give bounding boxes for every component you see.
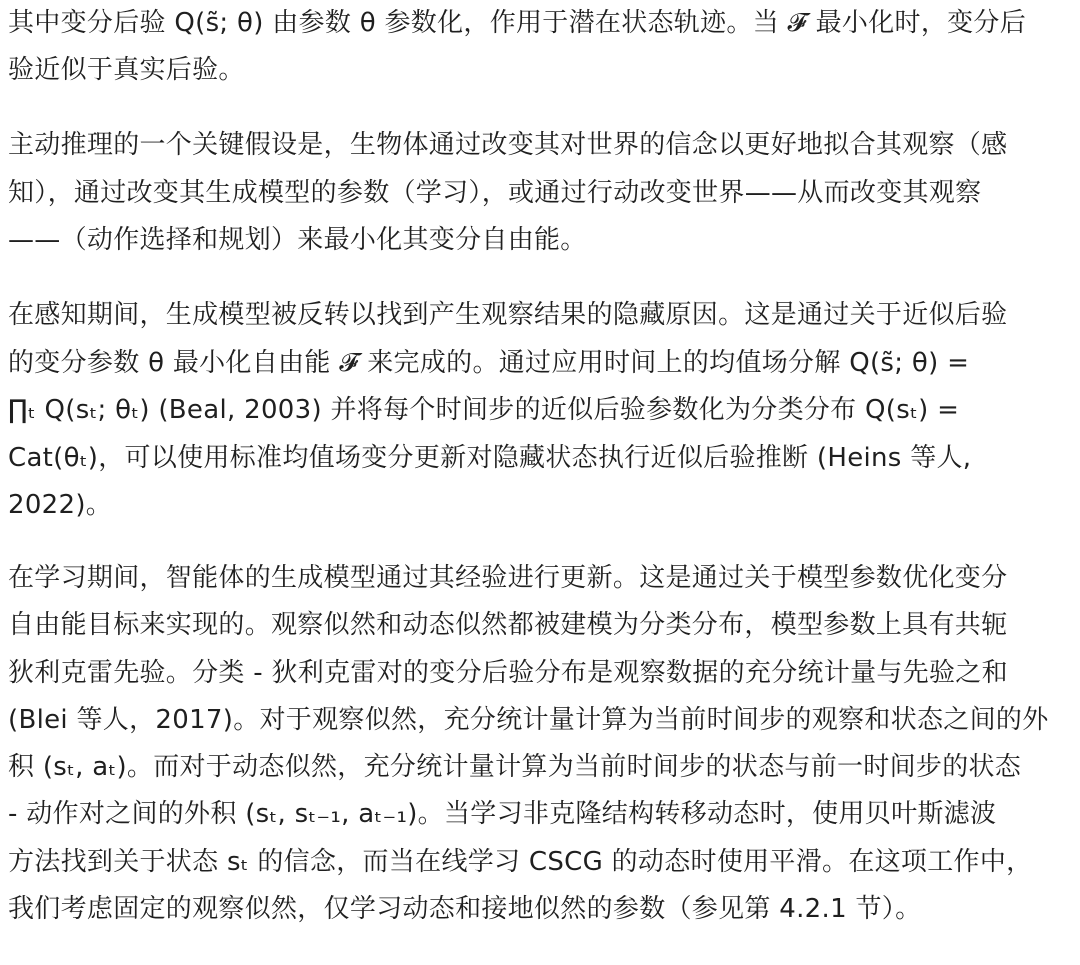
text-line: 在学习期间，智能体的生成模型通过其经验进行更新。这是通过关于模型参数优化变分 xyxy=(8,563,1008,593)
text-line: 自由能目标来实现的。观察似然和动态似然都被建模为分类分布，模型参数上具有共轭 xyxy=(8,610,1008,641)
paragraph-perception xyxy=(8,292,1007,530)
text-line: (Blei 等人，2017)。对于观察似然，充分统计量计算为当前时间步的观察和状态之间的外 xyxy=(8,704,1049,735)
text-line: 积 (sₜ, aₜ)。而对于动态似然，充分统计量计算为当前时间步的状态与前一时间步的状态 xyxy=(8,752,1022,783)
text-line: 验近似于真实后验。 xyxy=(8,55,245,85)
paragraph-variational-posterior xyxy=(8,0,1026,94)
text-line: 狄利克雷先验。分类 - 狄利克雷对的变分后验分布是观察数据的充分统计量与先验之和 xyxy=(8,657,1008,688)
text-line: 2022)。 xyxy=(8,490,113,520)
text-line: 其中变分后验 Q(s̃; θ) 由参数 θ 参数化，作用于潜在状态轨迹。当 𝓕 最小化时，变分后 xyxy=(8,8,1027,38)
text-line: - 动作对之间的外积 (sₜ, sₜ₋₁, aₜ₋₁)。当学习非克隆结构转移动态时，使用贝叶斯滤波 xyxy=(8,799,997,830)
paragraph-key-assumption xyxy=(8,122,1007,265)
text-line: 的变分参数 θ 最小化自由能 𝓕 来完成的。通过应用时间上的均值场分解 Q(s̃; θ) = xyxy=(8,347,970,378)
text-line: ——（动作选择和规划）来最小化其变分自由能。 xyxy=(8,225,587,255)
text-line: 我们考虑固定的观察似然，仅学习动态和接地似然的参数（参见第 4.2.1 节）。 xyxy=(8,894,922,925)
text-line: Cat(θₜ)，可以使用标准均值场变分更新对隐藏状态执行近似后验推断 (Heins 等人, xyxy=(8,442,972,473)
text-line: ∏ₜ Q(sₜ; θₜ) (Beal, 2003) 并将每个时间步的近似后验参数化为分类分布 Q(sₜ) = xyxy=(8,395,960,425)
text-line: 知），通过改变其生成模型的参数（学习），或通过行动改变世界——从而改变其观察 xyxy=(8,177,982,208)
text-line: 方法找到关于状态 sₜ 的信念，而当在线学习 CSCG 的动态时使用平滑。在这项工作中， xyxy=(8,846,1033,877)
paragraph-learning xyxy=(8,555,1049,933)
text-line: 在感知期间，生成模型被反转以找到产生观察结果的隐藏原因。这是通过关于近似后验 xyxy=(8,300,1008,330)
text-line: 主动推理的一个关键假设是，生物体通过改变其对世界的信念以更好地拟合其观察（感 xyxy=(8,130,1008,160)
